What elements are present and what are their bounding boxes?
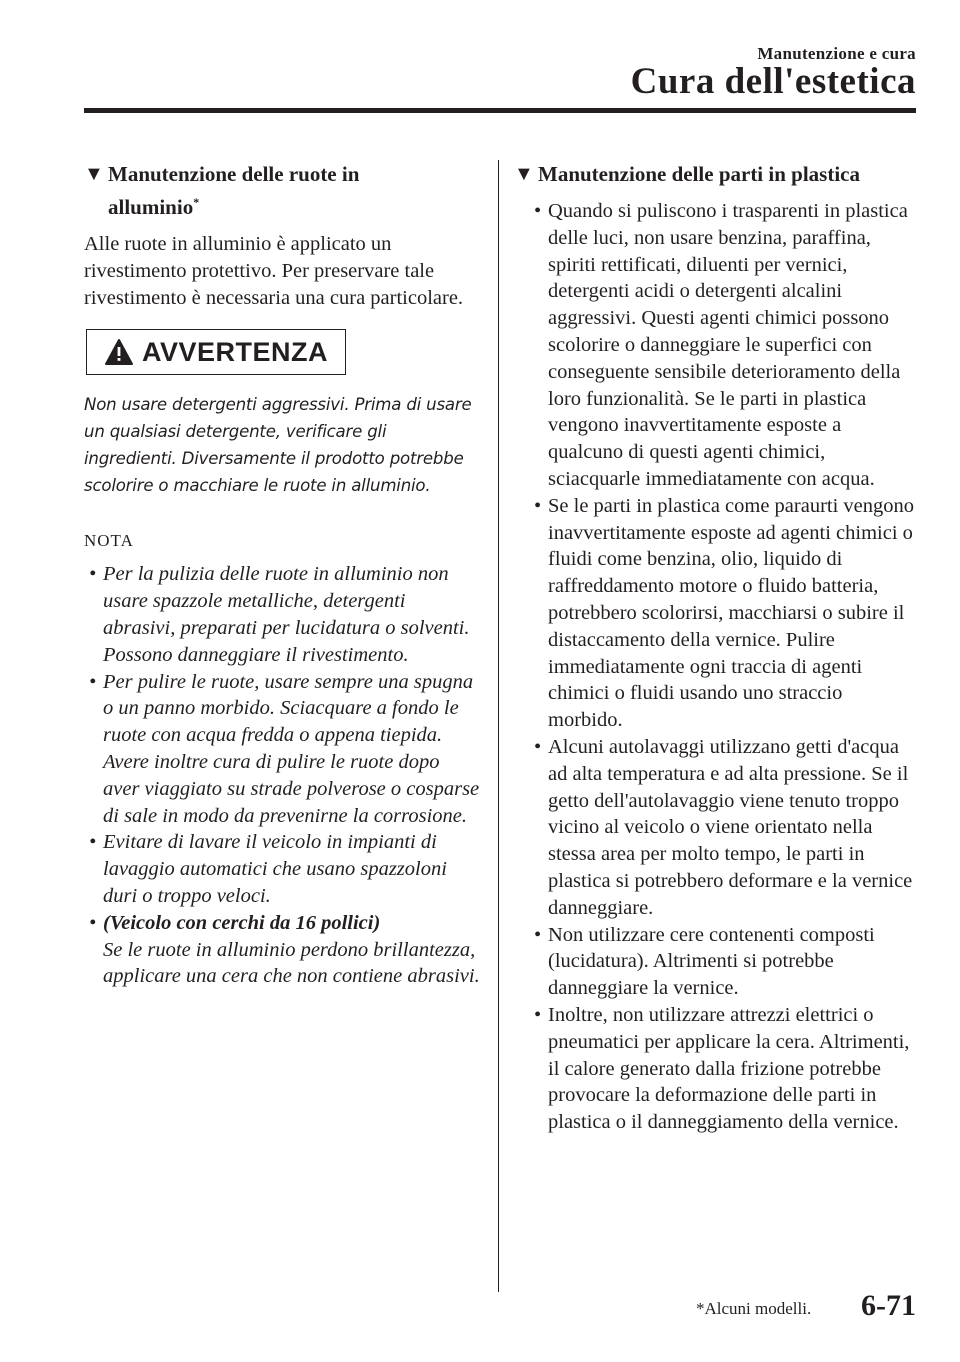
list-item: • Non utilizzare cere contenenti composti (lucidatura). Altrimenti si potrebbe danneggiare la vernice. [534,923,875,1000]
warning-title: AVVERTENZA [141,336,328,367]
heading-line2: alluminio [108,195,194,219]
footnote-marker: * [193,195,200,209]
footnote: *Alcuni modelli. [696,1299,812,1318]
chapter-title: Manutenzione e cura [757,44,916,63]
note-item: • Evitare di lavare il veicolo in impianti di lavaggio automatici che usano spazzoloni duri o troppo veloci. [89,831,447,907]
section-title: Cura dell'estetica [630,61,916,102]
right-column [514,160,916,1136]
warning-box [86,329,346,375]
plastic-care-list [514,198,916,1136]
section-heading-alloy-wheels [84,160,480,221]
triangle-down-icon: ▼ [514,163,534,185]
left-column [84,160,480,990]
note-item: • Per la pulizia delle ruote in alluminio non usare spazzole metalliche, detergenti abrasivi, preparati per lucidatura o solventi. Possono danneggiare il rivestimento. [89,563,470,666]
header-rule [84,108,916,113]
heading-text: Manutenzione delle parti in plastica [538,162,860,186]
intro-paragraph: Alle ruote in alluminio è applicato un rivestimento protettivo. Per preservare tale rivestimento è necessaria una cura particolare. [84,233,464,309]
list-item: • Inoltre, non utilizzare attrezzi elettrici o pneumatici per applicare la cera. Altrimenti, il calore generato dalla frizione potrebbe provocare la deformazione delle parti in plastica o il danneggiamento della vernice. [534,1003,910,1134]
warning-text: Non usare detergenti aggressivi. Prima di usare un qualsiasi detergente, verificare gli ingredienti. Diversamente il prodotto potrebbe scolorire o macchiare le ruote in alluminio. [84,395,472,496]
list-item: • Quando si puliscono i trasparenti in plastica delle luci, non usare benzina, paraffina, spiriti rettificati, diluenti per vernici, detergenti acidi o detergenti alcalini aggressivi. Questi agenti chimici possono scolorire o danneggiare le superfici con conseguente sensibile deterioramento della loro funzionalità. Se le parti in plastica vengono inavvertitamente esposte a qualcuno di questi agenti chimici, sciacquarle immediatamente con acqua. [534,200,908,490]
list-item: • Se le parti in plastica come paraurti vengono inavvertitamente esposte ad agenti chimici o fluidi come benzina, olio, liquido di raffreddamento motore o fluido batteria, potrebbero scolorirsi, macchiarsi o subire il distaccamento della vernice. Pulire immediatamente ogni traccia di agenti chimici o fluidi usando uno straccio morbido. [534,494,915,732]
warning-triangle-icon [104,338,134,366]
note-item-bold-lead: (Veicolo con cerchi da 16 pollici) [103,911,381,934]
section-heading-plastic-parts [514,160,916,188]
column-divider [498,160,499,1292]
note-item-text: Se le ruote in alluminio perdono brillantezza, applicare una cera che non contiene abrasivi. [103,938,480,988]
list-item: • Alcuni autolavaggi utilizzano getti d'acqua ad alta temperatura e ad alta pressione. Se il getto dell'autolavaggio viene tenuto troppo vicino al veicolo o viene orientato nella stessa area per molto tempo, le parti in plastica si potrebbero deformare e la vernice danneggiare. [534,735,913,919]
note-list [84,561,480,990]
triangle-down-icon: ▼ [84,163,104,185]
note-item: • (Veicolo con cerchi da 16 pollici) Se le ruote in alluminio perdono brillantezza, applicare una cera che non contiene abrasivi. [89,911,480,988]
heading-line1: Manutenzione delle ruote in [108,162,360,186]
note-label: NOTA [84,531,134,551]
note-item: • Per pulire le ruote, usare sempre una spugna o un panno morbido. Sciacquare a fondo le ruote con acqua fredda o appena tiepida. Avere inoltre cura di pulire le ruote dopo aver viaggiato su strade polverose o cosparse di sale in modo da prevenirne la corrosione. [89,670,480,827]
page-number: 6-71 [861,1289,916,1322]
